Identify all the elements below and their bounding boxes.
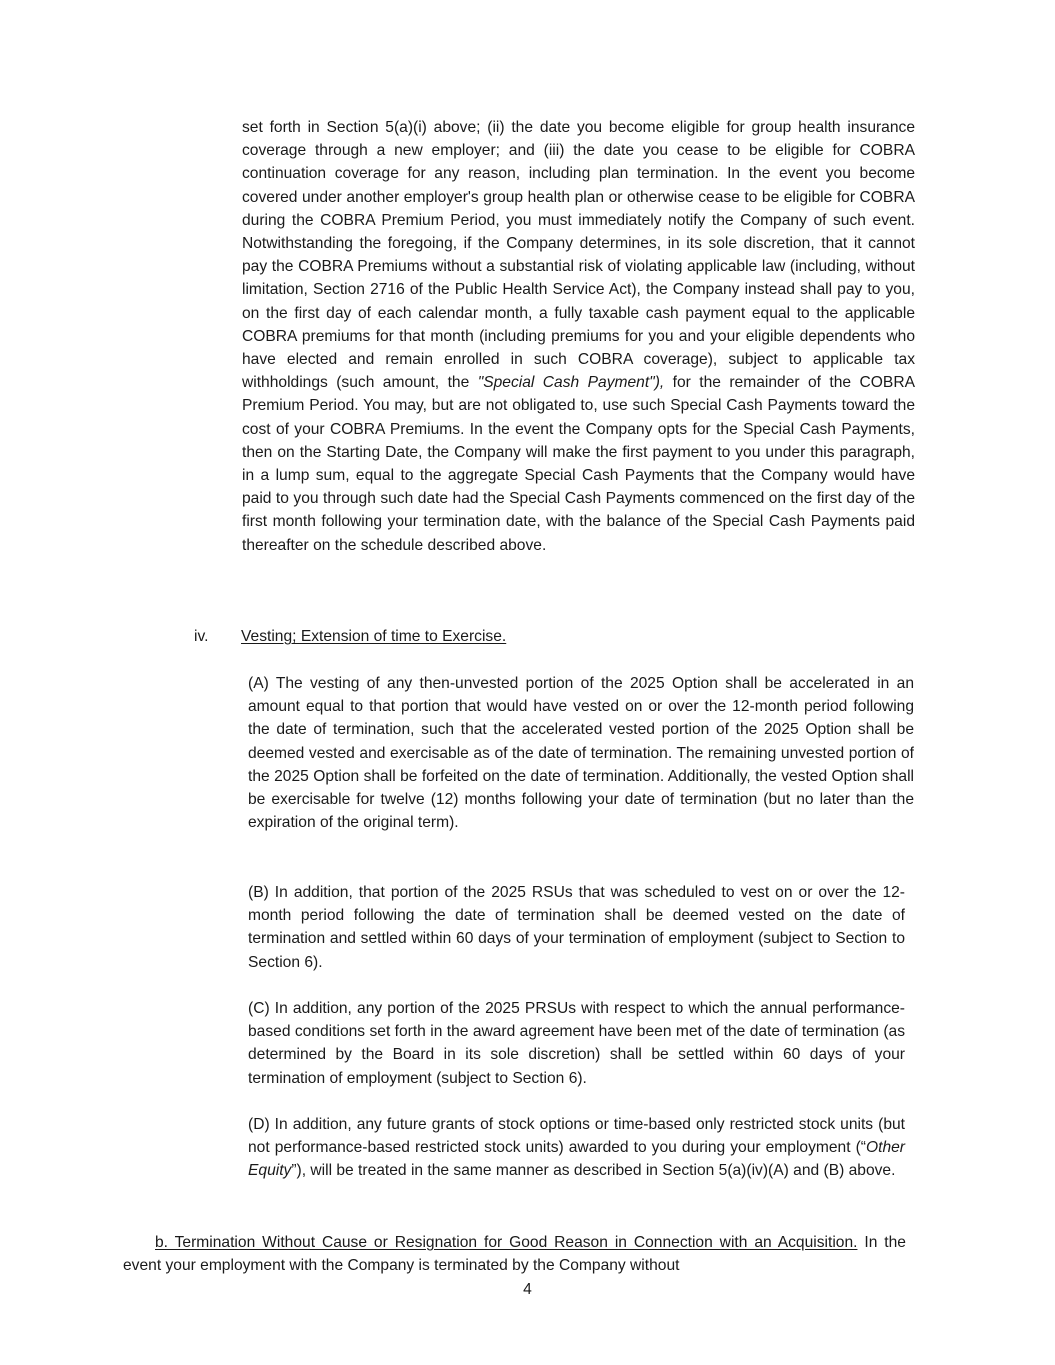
section-b-heading: b. Termination Without Cause or Resignation for Good Reason in Connection with an Acquisition. [155, 1234, 858, 1251]
paragraph-d-future-grants [248, 1113, 905, 1183]
section-b-text: In the event your employment with the Company is terminated by the Company without [123, 1234, 906, 1275]
other-equity-term: Other Equity [248, 1139, 905, 1180]
section-b-paragraph [123, 1231, 906, 1277]
cobra-text-part-2: for the remainder of the COBRA Premium Period. You may, but are not obligated to, use such Special Cash Payments toward the cost of your COBRA Premiums. In the event the Company opts for the Special Cash Payments, then on the Starting Date, the Company will make the first payment to you under this paragraph, in a lump sum, equal to the aggregate Special Cash Payments that the Company would have paid to you through such date had the Special Cash Payments commenced on the first day of the first month following your termination date, with the balance of the Special Cash Payments paid thereafter on the schedule described above. [242, 374, 915, 554]
paragraph-a-option-vesting: (A) The vesting of any then-unvested portion of the 2025 Option shall be accelerated in an amount equal to that portion that would have vested on or over the 12-month period following the date of termination, such that the accelerated vested portion of the 2025 Option shall be deemed vested and exercisable as of the date of termination. The remaining unvested portion of the 2025 Option shall be forfeited on the date of termination. Additionally, the vested Option shall be exercisable for twelve (12) months following your date of termination (but no later than the expiration of the original term). [248, 675, 914, 832]
cobra-text-part-1: set forth in Section 5(a)(i) above; (ii) the date you become eligible for group health insurance coverage through a new employer; and (iii) the date you cease to be eligible for COBRA continuation coverage for any reason, including plan termination. In the event you become covered under another employer's group health plan or otherwise cease to be eligible for COBRA during the COBRA Premium Period, you must immediately notify the Company of such event. Notwithstanding the foregoing, if the Company determines, in its sole discretion, that it cannot pay the COBRA Premiums without a substantial risk of violating applicable law (including, without limitation, Section 2716 of the Public Health Service Act), the Company instead shall pay to you, on the first day of each calendar month, a fully taxable cash payment equal to the applicable COBRA premiums for that month (including premiums for you and your eligible dependents who have elected and remain enrolled in such COBRA coverage), subject to applicable tax withholdings (such amount, the [242, 119, 915, 392]
paragraph-c-prsus: (C) In addition, any portion of the 2025 PRSUs with respect to which the annual performance-based conditions set forth in the award agreement have been met of the date of termination (as determined by the Board in its sole discretion) shall be settled within 60 days of your termination of employment (subject to Section 6). [248, 1000, 905, 1087]
para-d-text-part-1: (D) In addition, any future grants of stock options or time-based only restricted stock units (but not performance-based restricted stock units) awarded to you during your employment (“ [248, 1116, 905, 1157]
para-d-text-part-2: ”), will be treated in the same manner as described in Section 5(a)(iv)(A) and (B) above. [291, 1162, 896, 1180]
special-cash-payment-term: "Special Cash Payment"), [477, 374, 665, 392]
cobra-paragraph [242, 116, 915, 557]
section-iv-heading: Vesting; Extension of time to Exercise. [241, 628, 507, 645]
page-number: 4 [523, 1281, 532, 1298]
paragraph-b-rsus: (B) In addition, that portion of the 2025 RSUs that was scheduled to vest on or over the 12-month period following the date of termination shall be deemed vested on the date of termination and settled within 60 days of your termination of employment (subject to Section to Section 6). [248, 884, 905, 971]
section-iv-number: iv. [194, 628, 209, 645]
